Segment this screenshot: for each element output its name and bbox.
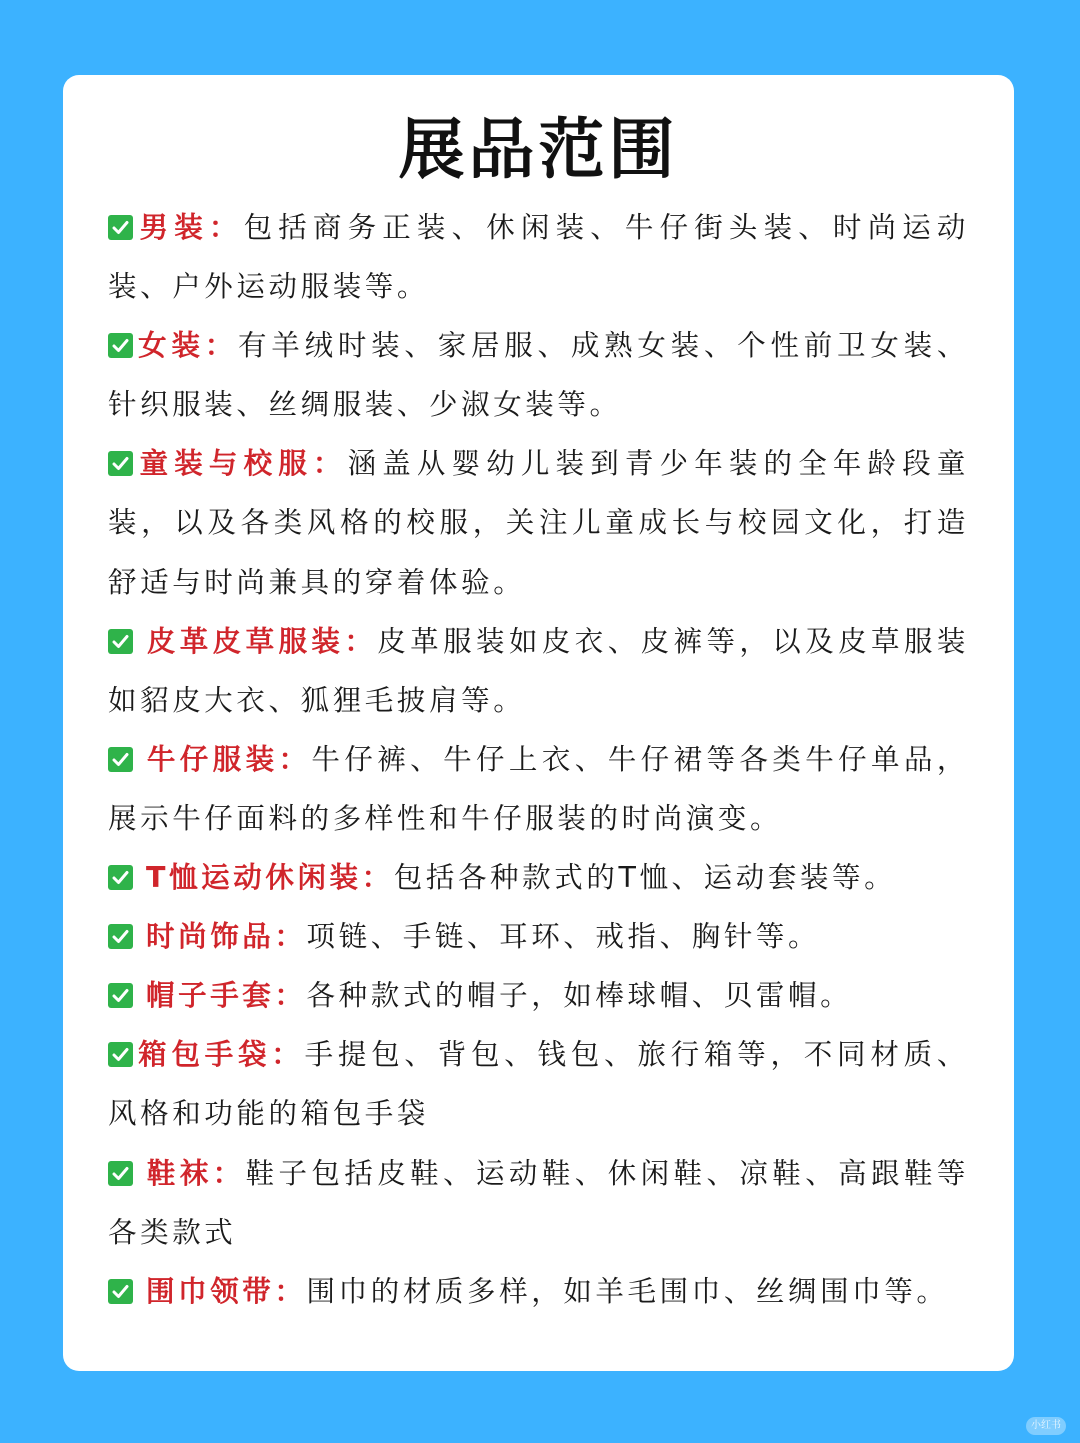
- watermark-logo: 小红书: [1026, 1417, 1066, 1435]
- checkmark-icon: [108, 629, 133, 654]
- item-label: 皮革皮草服装：: [146, 624, 378, 658]
- checkmark-icon: [108, 1279, 133, 1304]
- content-card: [63, 75, 1014, 1371]
- checkmark-icon: [108, 1161, 133, 1186]
- checkmark-icon: [108, 983, 133, 1008]
- item-text: 项链、手链、耳环、戒指、胸针等。: [306, 920, 821, 954]
- list-item: [108, 730, 969, 848]
- item-text: 涵盖从婴幼儿装到青少年装的全年龄段童装，以及各类风格的校服，关注儿童成长与校园文化，打造舒适与时尚兼具的穿着体验。: [108, 447, 969, 599]
- checkmark-icon: [108, 1042, 133, 1067]
- list-item: [108, 907, 969, 966]
- list-item: [108, 316, 969, 434]
- item-label: 女装：: [137, 329, 239, 363]
- list-item: [108, 1144, 969, 1262]
- checkmark-icon: [108, 924, 133, 949]
- item-label: 鞋袜：: [146, 1156, 246, 1190]
- item-text: 有羊绒时装、家居服、成熟女装、个性前卫女装、针织服装、丝绸服装、少淑女装等。: [108, 329, 969, 422]
- page-title: 展品范围: [398, 111, 679, 188]
- list-item: [108, 848, 969, 907]
- item-text: 牛仔裤、牛仔上衣、牛仔裙等各类牛仔单品，展示牛仔面料的多样性和牛仔服装的时尚演变。: [108, 742, 969, 835]
- item-label: 帽子手套：: [146, 979, 307, 1013]
- item-label: 牛仔服装：: [146, 742, 312, 776]
- item-label: 童装与校服：: [137, 447, 348, 481]
- item-text: 鞋子包括皮鞋、运动鞋、休闲鞋、凉鞋、高跟鞋等各类款式: [108, 1156, 969, 1249]
- item-text: 包括商务正装、休闲装、牛仔街头装、时尚运动装、户外运动服装等。: [108, 211, 969, 304]
- item-label: 时尚饰品：: [146, 920, 307, 954]
- checkmark-icon: [108, 333, 133, 358]
- checkmark-icon: [108, 865, 133, 890]
- list-item: [108, 198, 969, 316]
- list-item: [108, 434, 969, 611]
- list-item: [108, 1025, 969, 1143]
- item-label: 男装：: [137, 211, 244, 244]
- list-item: [108, 612, 969, 730]
- item-text: 手提包、背包、钱包、旅行箱等，不同材质、风格和功能的箱包手袋: [108, 1038, 969, 1131]
- item-label: 围巾领带：: [146, 1274, 307, 1308]
- item-text: 包括各种款式的T恤、运动套装等。: [393, 861, 897, 895]
- checkmark-icon: [108, 451, 133, 476]
- checkmark-icon: [108, 747, 133, 772]
- item-text: 围巾的材质多样，如羊毛围巾、丝绸围巾等。: [306, 1274, 949, 1308]
- list-item: [108, 1262, 969, 1321]
- exhibit-list: [108, 190, 969, 1321]
- item-label: 箱包手袋：: [137, 1038, 305, 1072]
- item-text: 皮革服装如皮衣、皮裤等，以及皮草服装如貂皮大衣、狐狸毛披肩等。: [108, 624, 969, 717]
- list-item: [108, 966, 969, 1025]
- checkmark-icon: [108, 215, 133, 240]
- item-label: T恤运动休闲装：: [146, 861, 394, 895]
- item-text: 各种款式的帽子，如棒球帽、贝雷帽。: [306, 979, 853, 1013]
